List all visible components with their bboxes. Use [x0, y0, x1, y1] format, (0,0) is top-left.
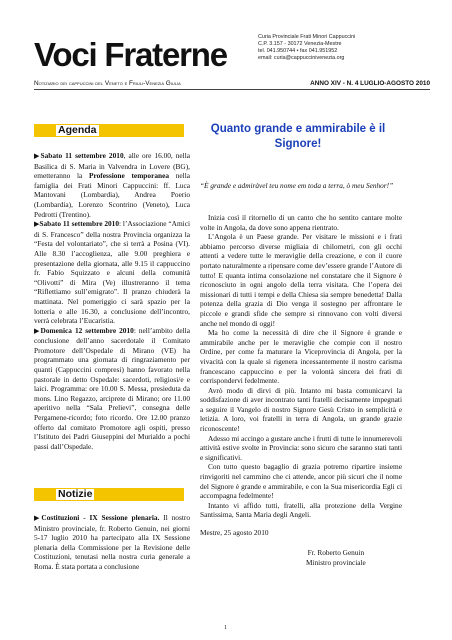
issue-info: ANNO XIV - N. 4 LUGLIO-AGOSTO 2010	[310, 80, 430, 87]
agenda-item: ▶Sabato 11 settembre 2010: l’Associazione “Amici di S. Francesco” della nostra Provincia organizza la “Festa del volontariato”, che si terrà a Posina (VI). Alle 8.30 l’accoglienza, alle 9.00 preghiera e presentazione della giornata, alle 9.15 il cappuccino fr. Fabio Squizzato e alcuni della comunità “Olivotti” di Mira (Ve) illustreranno il tema “Riflettiamo sull’emigrato”. Il pranzo chiuderà la mattinata. Nel pomeriggio ci sarà spazio per la lotteria e alle 16.30, a conclusione dell’incontro, verrà celebrata l’Eucaristia.	[34, 219, 191, 326]
bullet-triangle-icon: ▶	[34, 326, 41, 335]
address-line: tel. 041.950744 • fax 041.951952	[258, 48, 338, 54]
article-paragraph: Adesso mi accingo a gustare anche i frutti di tutte le innumerevoli attività estive svolte in Provincia: sono sicuro che saranno stati tanti e significativi.	[200, 433, 402, 462]
agenda-heading: Agenda	[58, 124, 97, 136]
address-block	[258, 34, 355, 62]
bullet-triangle-icon: ▶	[34, 514, 42, 522]
agenda-date: Sabato 11 settembre 2010	[40, 151, 124, 160]
bullet-triangle-icon: ▶	[34, 220, 40, 229]
article-quote: “È grande e admiràvel teu nome em toda a terra, ò meu Senhor!”	[200, 181, 394, 190]
address-line: Curia Provinciale Frati Minori Cappuccini	[258, 34, 356, 40]
article-date: Mestre, 25 agosto 2010	[200, 528, 269, 537]
article-paragraph: Ma ho come la necessità di dire che il Signore è grande e ammirabile anche per le meraviglie che compie con il nostro Ordine, per come fa maturare la Viceprovincia di Angola, per la vivacità con la quale si rigenera incessantemente il nostro carisma francescano cappuccino e per la volontà sincera dei frati di corrispondervi fedelmente.	[200, 328, 402, 386]
agenda-date: Sabato 11 settembre 2010	[39, 219, 120, 229]
news-item: ▶Costituzioni - IX Sessione plenaria. Il nostro Ministro provinciale, fr. Roberto Genuin, nei giorni 5-17 luglio 2010 ha partecipato alla IX Sessione plenaria della Commissione per la Revisione delle Costituzioni, tenutasi nella nostra curia generale a Roma. È stata portata a conclusione	[34, 513, 190, 571]
agenda-item: ▶Sabato 11 settembre 2010, alle ore 16.00, nella Basilica di S. Maria in Valvendra in Lovere (BG), emetteranno la Professione temporanea nella famiglia dei Frati Minori Cappuccini: ff. Luca Mantovani (Lombardia), Andrea Poerio (Lombardia), Lorenzo Scontrino (Veneto), Luca Pedrotti (Trentino).	[34, 151, 191, 219]
address-line: email: curia@cappuccinivenezia.org	[258, 55, 345, 61]
subtitle-row	[34, 80, 430, 87]
news-title: Costituzioni - IX Sessione plenaria.	[41, 513, 160, 522]
notizie-heading: Notizie	[58, 488, 93, 500]
header-rule	[34, 89, 430, 90]
agenda-date: Domenica 12 settembre 2010	[40, 325, 134, 335]
page-number: 1	[224, 625, 227, 631]
article-paragraph: Con tutto questo bagaglio di grazia potremo ripartire insieme rinvigoriti nel cammino che ci attende, ancor più sicuri che il nome del Signore è grande e ammirabile, e con la Sua misericordia Egli ci accompagna fedelmente!	[200, 462, 402, 501]
agenda-item: ▶Domenica 12 settembre 2010: nell’ambito della conclusione dell’anno sacerdotale il Comitato Promotore dell’Ospedale di Mirano (VE) ha programmato una giornata di ringraziamento per quanti (Cappuccini compresi) hanno favorato nella pastorale in detto Ospedale: sacerdoti, religiosi/e e laici. Programma: ore 10.00 S. Messa, presieduta da mons. Lino Regazzo, arciprete di Mirano; ore 11.00 aperitivo nella “Sala Prelievi”, consegna delle Pergamene-ricordo; foto ricordo. Ore 12.00 pranzo offerto dal comitato Promotore agli ospiti, presso l’Istituto dei Padri Giuseppini del Murialdo a pochi passi dall’Ospedale.	[34, 325, 190, 451]
article-body	[200, 213, 402, 520]
article-paragraph: Intanto vi affido tutti, fratelli, alla protezione della Vergine Santissima, Santa Maria degli Angeli.	[200, 500, 402, 520]
address-line: C.P. 3.157 - 30172 Venezia-Mestre	[258, 41, 342, 47]
masthead-title: Voci Fraterne	[34, 36, 227, 73]
signature-name: Fr. Roberto Genuin	[307, 548, 365, 557]
agenda-body	[34, 151, 190, 451]
notizie-body	[34, 513, 190, 572]
signature-block	[306, 548, 366, 567]
article-paragraph: Avrò modo di dirvi di più. Intanto mi basta comunicarvi la soddisfazione di aver incontrato tanti fratelli decisamente impegnati a seguire il Vangelo di nostro Signore Gesù Cristo in semplicità e letizia. A loro, voi fratelli in terra di Angola, un grande grazie riconoscente!	[200, 385, 402, 434]
article-paragraph: Inizia così il ritornello di un canto che ho sentito cantare molte volte in Angola, da dove sono appena rientrato.	[200, 213, 402, 232]
article-title: Quanto grande e ammirabile è il Signore!	[210, 123, 386, 150]
newsletter-subtitle: Notiziario dei cappuccini del Veneto e Friuli-Venezia Giulia	[34, 80, 181, 87]
bullet-triangle-icon: ▶	[34, 152, 41, 160]
signature-role: Ministro provinciale	[306, 557, 366, 567]
article-paragraph: L’Angola è un Paese grande. Per visitare le missioni e i frati abbiamo percorso diverse migliaia di chilometri, con gli occhi attenti a vedere tutte le meraviglie della creazione, e con il cuore portato naturalmente a ripensare come dev’essere grande l’Autore di tutto! E quanta intima consolazione nel constatare che il Signore è riconosciuto in ogni angolo della terra visitata. Che l’opera dei missionari di tutti i tempi e della Chiesa sia sempre benedetta! Dalla potenza della grazia di Dio venga il sostegno per affrontare le piccole e grandi sfide che sempre si rinnovano con volti diversi anche nel mondo di oggi!	[200, 232, 402, 328]
notizie-heading-bar	[34, 488, 184, 501]
agenda-heading-bar	[34, 124, 184, 137]
